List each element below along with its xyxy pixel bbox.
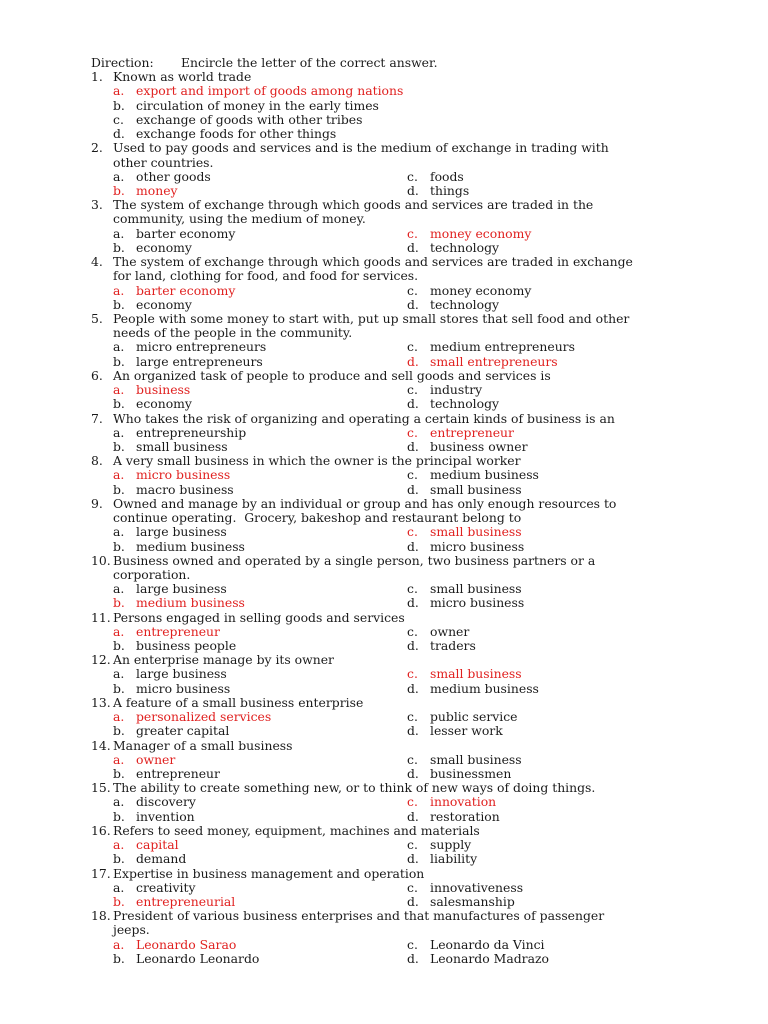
choice-letter: b. [113,766,125,781]
choice-text: entrepreneur [136,766,220,781]
choice-letter: c. [113,111,124,127]
choice-text: medium business [430,680,539,696]
question-text: An enterprise manage by its owner [113,652,334,668]
question-text: Persons engaged in selling goods and services [113,609,405,625]
choice-text: technology [430,239,500,255]
choice-text: businessmen [430,766,512,781]
choice-text: barter economy [136,225,236,241]
choice-text: medium business [136,595,245,611]
choice-text: entrepreneurship [136,424,247,440]
choice-letter: a. [113,666,125,682]
choice-text: business people [136,638,237,653]
choice-letter: d. [407,851,419,867]
choice-text: large entrepreneurs [136,353,263,369]
question-number: 17. [91,865,111,881]
choice-letter: b. [113,723,125,739]
question-number: 11. [91,609,111,625]
question-number: 5. [91,310,103,326]
choice-text: macro business [136,481,234,497]
choice-letter: a. [113,524,125,540]
choice-text: industry [430,382,483,397]
choice-letter: a. [113,467,125,483]
choice-text: economy [136,296,192,312]
question-text: Business owned and operated by a single person, two business partners or a [113,552,596,568]
question-text: An organized task of people to produce and sell goods and services is [113,367,551,383]
question-text: The system of exchange through which goods and services are traded in the [113,197,594,213]
choice-letter: b. [113,396,125,412]
choice-letter: c. [407,581,418,597]
choice-text: money [136,183,178,198]
choice-text: capital [136,837,179,853]
choice-letter: c. [407,282,418,298]
choice-letter: a. [113,581,125,597]
choice-letter: b. [113,680,125,696]
choice-letter: c. [407,936,418,952]
question-text: Refers to seed money, equipment, machines and materials [113,822,480,838]
choice-letter: d. [407,894,419,909]
choice-text: supply [430,837,472,853]
choice-text: Leonardo da Vinci [430,936,545,952]
choice-letter: d. [407,396,419,412]
choice-letter: d. [407,638,419,653]
choice-text: owner [136,751,176,767]
choice-letter: d. [407,353,419,369]
question-text: The system of exchange through which goods and services are traded in exchange [113,254,633,270]
choice-text: money economy [430,282,532,298]
choice-letter: a. [113,339,125,355]
choice-text: entrepreneurial [136,894,236,909]
choice-text: personalized services [136,709,272,725]
choice-letter: b. [113,595,125,611]
question-number: 10. [91,552,111,568]
question-text: Known as world trade [113,69,252,85]
question-text: President of various business enterprises and that manufactures of passenger [113,908,605,924]
choice-text: business owner [430,438,528,454]
choice-letter: d. [407,766,419,781]
question-number: 13. [91,694,111,710]
choice-text: discovery [136,794,196,810]
choice-letter: a. [113,837,125,853]
choice-text: small entrepreneurs [430,353,558,369]
question-number: 9. [91,495,103,511]
choice-text: small business [136,438,228,454]
question-number: 14. [91,737,111,753]
choice-text: exchange of goods with other tribes [136,111,363,127]
question-number: 1. [91,69,103,85]
choice-text: barter economy [136,282,236,298]
choice-letter: c. [407,751,418,767]
choice-text: public service [430,709,518,725]
choice-text: economy [136,396,192,412]
choice-text: liability [430,851,478,867]
question-text: needs of the people in the community. [113,325,353,341]
choice-letter: d. [407,950,419,966]
choice-letter: c. [407,524,418,540]
question-number: 7. [91,410,103,426]
question-number: 2. [91,140,103,156]
choice-letter: a. [113,709,125,725]
choice-letter: a. [113,282,125,298]
choice-letter: d. [407,680,419,696]
choice-text: entrepreneur [136,623,220,639]
question-text: corporation. [113,566,191,582]
direction-label: Direction: [91,55,154,70]
choice-letter: c. [407,339,418,355]
choice-text: micro entrepreneurs [136,339,267,355]
choice-letter: d. [407,723,419,739]
question-number: 4. [91,254,103,270]
choice-text: business [136,382,191,397]
question-text: community, using the medium of money. [113,211,366,227]
question-text: Used to pay goods and services and is the medium of exchange in trading with [113,140,609,156]
choice-text: things [430,183,470,198]
choice-text: small business [430,581,522,597]
choice-text: small business [430,751,522,767]
direction-text: Encircle the letter of the correct answer. [181,55,438,70]
question-number: 15. [91,780,111,796]
choice-text: technology [430,396,500,412]
choice-letter: b. [113,239,125,255]
choice-text: restoration [430,808,500,824]
choice-letter: a. [113,751,125,767]
choice-letter: d. [407,595,419,611]
choice-letter: d. [407,296,419,312]
question-number: 18. [91,908,111,924]
choice-text: greater capital [136,723,230,739]
choice-letter: c. [407,794,418,810]
choice-letter: c. [407,709,418,725]
choice-letter: a. [113,936,125,952]
choice-text: export and import of goods among nations [136,83,404,99]
choice-letter: d. [407,239,419,255]
question-text: Who takes the risk of organizing and operating a certain kinds of business is an [113,410,615,426]
choice-letter: d. [407,808,419,824]
choice-letter: b. [113,851,125,867]
choice-text: innovativeness [430,879,524,895]
choice-text: large business [136,666,227,682]
choice-letter: b. [113,894,125,909]
choice-letter: d. [113,126,125,142]
choice-text: salesmanship [430,894,515,909]
choice-text: large business [136,524,227,540]
choice-letter: c. [407,623,418,639]
question-text: Owned and manage by an individual or group and has only enough resources to [113,495,617,511]
choice-letter: b. [113,481,125,497]
choice-letter: a. [113,794,125,810]
choice-text: demand [136,851,187,867]
question-text: A very small business in which the owner is the principal worker [113,453,521,469]
question-text: for land, clothing for food, and food for services. [113,268,419,284]
question-number: 6. [91,367,103,383]
choice-letter: d. [407,538,419,554]
choice-text: entrepreneur [430,424,514,440]
choice-letter: a. [113,879,125,895]
choice-letter: a. [113,168,125,184]
question-text: The ability to create something new, or to think of new ways of doing things. [113,780,596,796]
choice-text: Leonardo Leonardo [136,950,260,966]
choice-text: traders [430,638,476,653]
choice-text: micro business [136,467,231,483]
choice-letter: a. [113,382,125,397]
choice-letter: b. [113,438,125,454]
choice-letter: b. [113,353,125,369]
choice-text: small business [430,481,522,497]
choice-letter: c. [407,168,418,184]
choice-text: small business [430,524,522,540]
choice-text: Leonardo Sarao [136,936,237,952]
choice-letter: b. [113,950,125,966]
choice-text: medium business [136,538,245,554]
choice-text: economy [136,239,192,255]
choice-letter: a. [113,623,125,639]
choice-letter: b. [113,97,125,113]
choice-letter: c. [407,879,418,895]
question-text: Manager of a small business [113,737,293,753]
choice-text: Leonardo Madrazo [430,950,549,966]
choice-text: micro business [430,538,525,554]
question-text: A feature of a small business enterprise [113,694,364,710]
choice-letter: a. [113,225,125,241]
choice-letter: c. [407,225,418,241]
choice-letter: a. [113,83,125,99]
question-text: continue operating. Grocery, bakeshop and restaurant belong to [113,510,522,525]
question-number: 3. [91,197,103,213]
choice-letter: d. [407,481,419,497]
choice-text: lesser work [430,723,503,739]
choice-text: money economy [430,225,532,241]
choice-letter: c. [407,467,418,483]
choice-text: circulation of money in the early times [136,97,379,113]
choice-text: large business [136,581,227,597]
choice-text: invention [136,808,195,824]
choice-letter: c. [407,424,418,440]
question-number: 12. [91,652,111,668]
choice-text: technology [430,296,500,312]
choice-letter: a. [113,424,125,440]
question-number: 16. [91,822,111,838]
choice-letter: d. [407,438,419,454]
choice-text: exchange foods for other things [136,126,337,142]
question-number: 8. [91,453,103,469]
choice-letter: b. [113,808,125,824]
choice-text: other goods [136,168,211,184]
choice-letter: c. [407,382,418,397]
choice-text: creativity [136,879,196,895]
choice-text: medium business [430,467,539,483]
choice-letter: c. [407,666,418,682]
question-text: jeeps. [113,922,150,938]
question-text: Expertise in business management and operation [113,865,425,881]
choice-text: medium entrepreneurs [430,339,575,355]
question-text: People with some money to start with, put up small stores that sell food and other [113,310,630,326]
question-text: other countries. [113,154,214,170]
choice-text: micro business [430,595,525,611]
choice-letter: b. [113,296,125,312]
choice-text: micro business [136,680,231,696]
choice-letter: b. [113,638,125,653]
choice-text: owner [430,623,470,639]
choice-letter: c. [407,837,418,853]
choice-letter: b. [113,183,125,198]
choice-text: innovation [430,794,497,810]
choice-text: small business [430,666,522,682]
choice-letter: d. [407,183,419,198]
choice-letter: b. [113,538,125,554]
choice-text: foods [430,168,464,184]
